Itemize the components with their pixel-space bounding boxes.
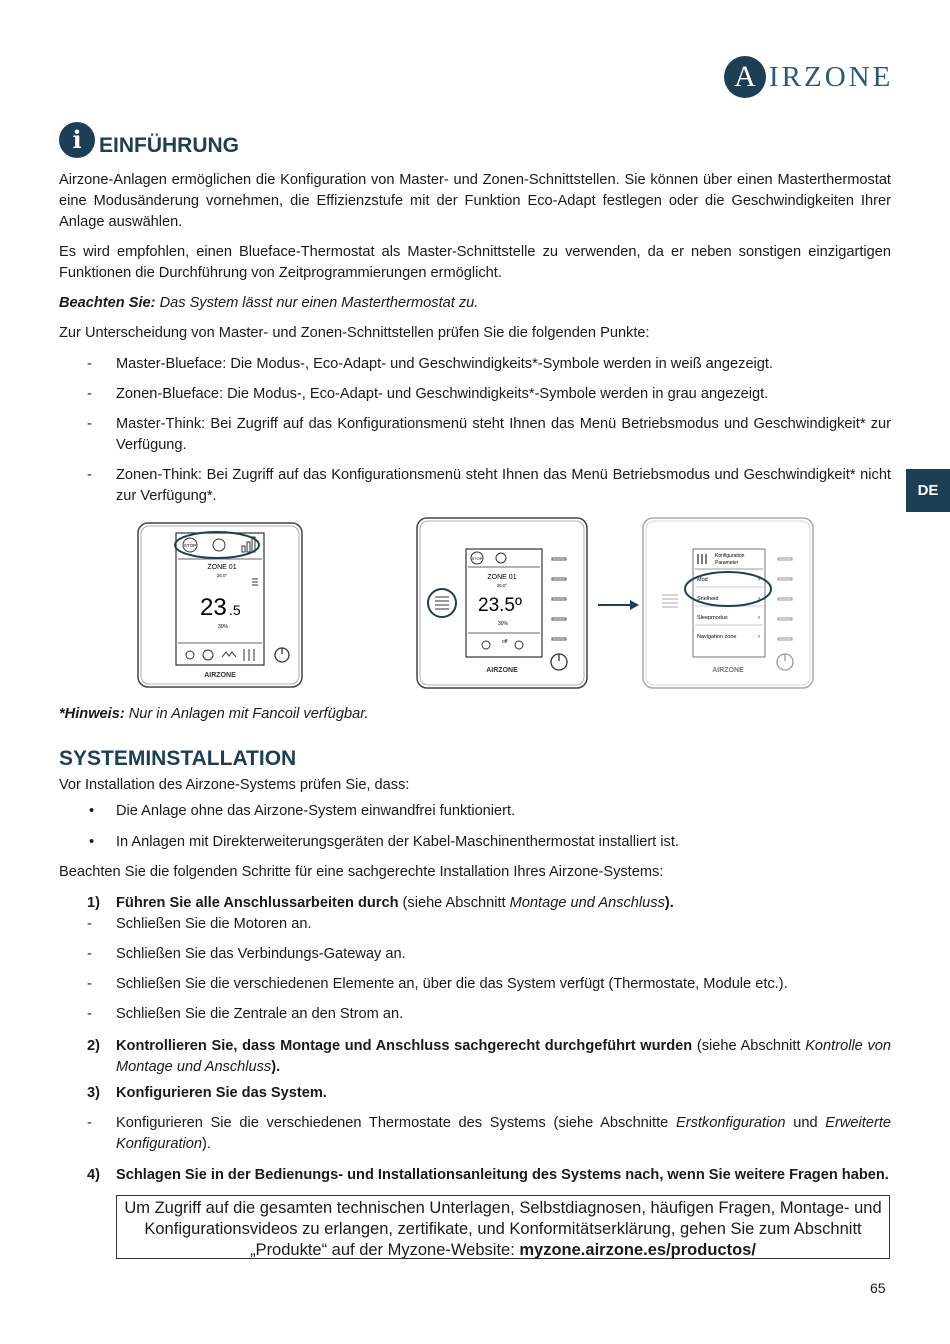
menu-item: Snelheid: [697, 596, 719, 602]
think-temperature: 23.5º: [478, 595, 522, 616]
menu-item: Sleepmodus: [697, 615, 728, 621]
myzone-link[interactable]: myzone.airzone.es/productos/: [519, 1241, 756, 1259]
list-item: - Schließen Sie die Motoren an.: [87, 916, 312, 932]
think-humidity: 30%: [498, 621, 509, 627]
menu-title-1: Konfiguration: [715, 553, 745, 559]
think-menu-figure: [643, 518, 813, 688]
menu-brand: AIRZONE: [712, 667, 744, 674]
svg-text:›: ›: [758, 577, 760, 583]
list-item: - Master-Think: Bei Zugriff auf das Konfigurationsmenü steht Ihnen das Menü Betriebsmodus und Geschwindigkeit* zur Verfügung.: [87, 416, 891, 453]
humidity-label: 30%: [218, 624, 229, 630]
svg-text:›: ›: [758, 596, 760, 602]
list-item: - Schließen Sie die Zentrale an den Strom an.: [87, 1006, 404, 1022]
info-icon: i: [59, 122, 95, 158]
setpoint-label: 26.0°: [216, 573, 228, 578]
install-intro: Vor Installation des Airzone-Systems prüfen Sie, dass:: [59, 777, 410, 793]
svg-text:›: ›: [758, 615, 760, 621]
list-item: - Master-Blueface: Die Modus-, Eco-Adapt- und Geschwindigkeits*-Symbole werden in weiß angezeigt.: [87, 356, 774, 372]
thermostat-brand: AIRZONE: [204, 672, 236, 679]
menu-title-2: Parameter: [715, 560, 739, 566]
menu-item: Mod: [697, 577, 708, 583]
logo-wordmark: IRZONE: [769, 60, 894, 93]
info-box: [116, 1195, 890, 1259]
list-item: - Zonen-Blueface: Die Modus-, Eco-Adapt- und Geschwindigkeits*-Symbole werden in grau angezeigt.: [87, 386, 769, 402]
logo-mark: A: [724, 56, 766, 98]
list-item: • Die Anlage ohne das Airzone-System einwandfrei funktioniert.: [89, 803, 516, 819]
step-2: 2) Kontrollieren Sie, dass Montage und Anschluss sachgerecht durchgeführt wurden (siehe Abschnitt Kontrolle von Montage und Anschluss).: [87, 1038, 892, 1075]
list-item: - Konfigurieren Sie die verschiedenen Thermostate des Systems (siehe Abschnitte Erstkonfiguration und Erweiterte Konfiguration).: [87, 1115, 891, 1152]
svg-text:›: ›: [758, 634, 760, 640]
list-item: - Schließen Sie das Verbindungs-Gateway an.: [87, 946, 406, 962]
airzone-logo: [724, 56, 893, 98]
blueface-thermostat-figure: [138, 523, 302, 687]
intro-note: [59, 293, 891, 314]
info-box-text: Um Zugriff auf die gesamten technischen Unterlagen, Selbstdiagnosen, häufigen Fragen, Montage- und Konfigurationsvideos zu erlangen, zertifikate, und Konformitätserklärung, gehen Sie zum Abschnitt „Produkte“ auf der Myzone-Website:: [124, 1199, 882, 1259]
think-zone-label: ZONE 01: [487, 574, 517, 581]
temperature-main: 23: [200, 594, 227, 621]
hint-note: [59, 704, 891, 725]
hint-text: Nur in Anlagen mit Fancoil verfügbar.: [124, 706, 369, 722]
thermostat-figures: [130, 515, 820, 695]
intro-title: EINFÜHRUNG: [99, 134, 239, 157]
steps-intro: Beachten Sie die folgenden Schritte für eine sachgerechte Installation Ihres Airzone-Systems:: [59, 864, 664, 880]
language-tab: DE: [906, 469, 950, 512]
intro-paragraph-2: Es wird empfohlen, einen Blueface-Thermostat als Master-Schnittstelle zu verwenden, da er neben sonstigen einzigartigen Funktionen die Durchführung von Zeitprogrammierungen ermöglicht.: [59, 244, 891, 281]
think-off-label: off: [502, 639, 508, 645]
step-4: 4) Schlagen Sie in der Bedienungs- und Installationsanleitung des Systems nach, wenn Sie weitere Fragen haben.: [87, 1167, 889, 1183]
intro-paragraph-1: Airzone-Anlagen ermöglichen die Konfiguration von Master- und Zonen-Schnittstellen. Sie können über einen Masterthermostat eine Modusänderung vornehmen, die Effizienzstufe mit der Funktion Eco-Adapt festlegen oder die Geschwindigkeiten Ihrer Anlage auswählen.: [59, 172, 891, 230]
think-stop-label: STOP: [471, 556, 483, 561]
note-text: Das System lässt nur einen Masterthermostat zu.: [155, 295, 479, 311]
think-brand: AIRZONE: [486, 667, 518, 674]
think-setpoint-label: 26.0°: [496, 583, 508, 588]
stop-label: STOP: [183, 543, 197, 548]
intro-paragraph-3: Zur Unterscheidung von Master- und Zonen-Schnittstellen prüfen Sie die folgenden Punkte:: [59, 325, 650, 341]
list-item: - Zonen-Think: Bei Zugriff auf das Konfigurationsmenü steht Ihnen das Menü Betriebsmodus und Geschwindigkeit* nicht zur Verfügung*.: [87, 467, 891, 504]
install-title: SYSTEMINSTALLATION: [59, 747, 297, 770]
page-number: 65: [870, 1280, 886, 1296]
temperature-decimal: .5: [229, 602, 241, 618]
step-3: 3) Konfigurieren Sie das System.: [87, 1085, 327, 1101]
zone-label: ZONE 01: [207, 564, 237, 571]
menu-item: Navigation zone: [697, 634, 737, 640]
arrow-right-icon: [598, 600, 639, 610]
list-item: • In Anlagen mit Direkterweiterungsgeräten der Kabel-Maschinenthermostat installiert ist.: [89, 834, 679, 850]
think-thermostat-figure: [417, 518, 587, 688]
intro-heading: [59, 122, 239, 158]
step-1: 1) Führen Sie alle Anschlussarbeiten durch (siehe Abschnitt Montage und Anschluss).: [87, 895, 674, 911]
hint-label: *Hinweis:: [59, 706, 125, 722]
list-item: - Schließen Sie die verschiedenen Elemente an, über die das System verfügt (Thermostate, Module etc.).: [87, 976, 788, 992]
note-label: Beachten Sie:: [59, 295, 156, 311]
